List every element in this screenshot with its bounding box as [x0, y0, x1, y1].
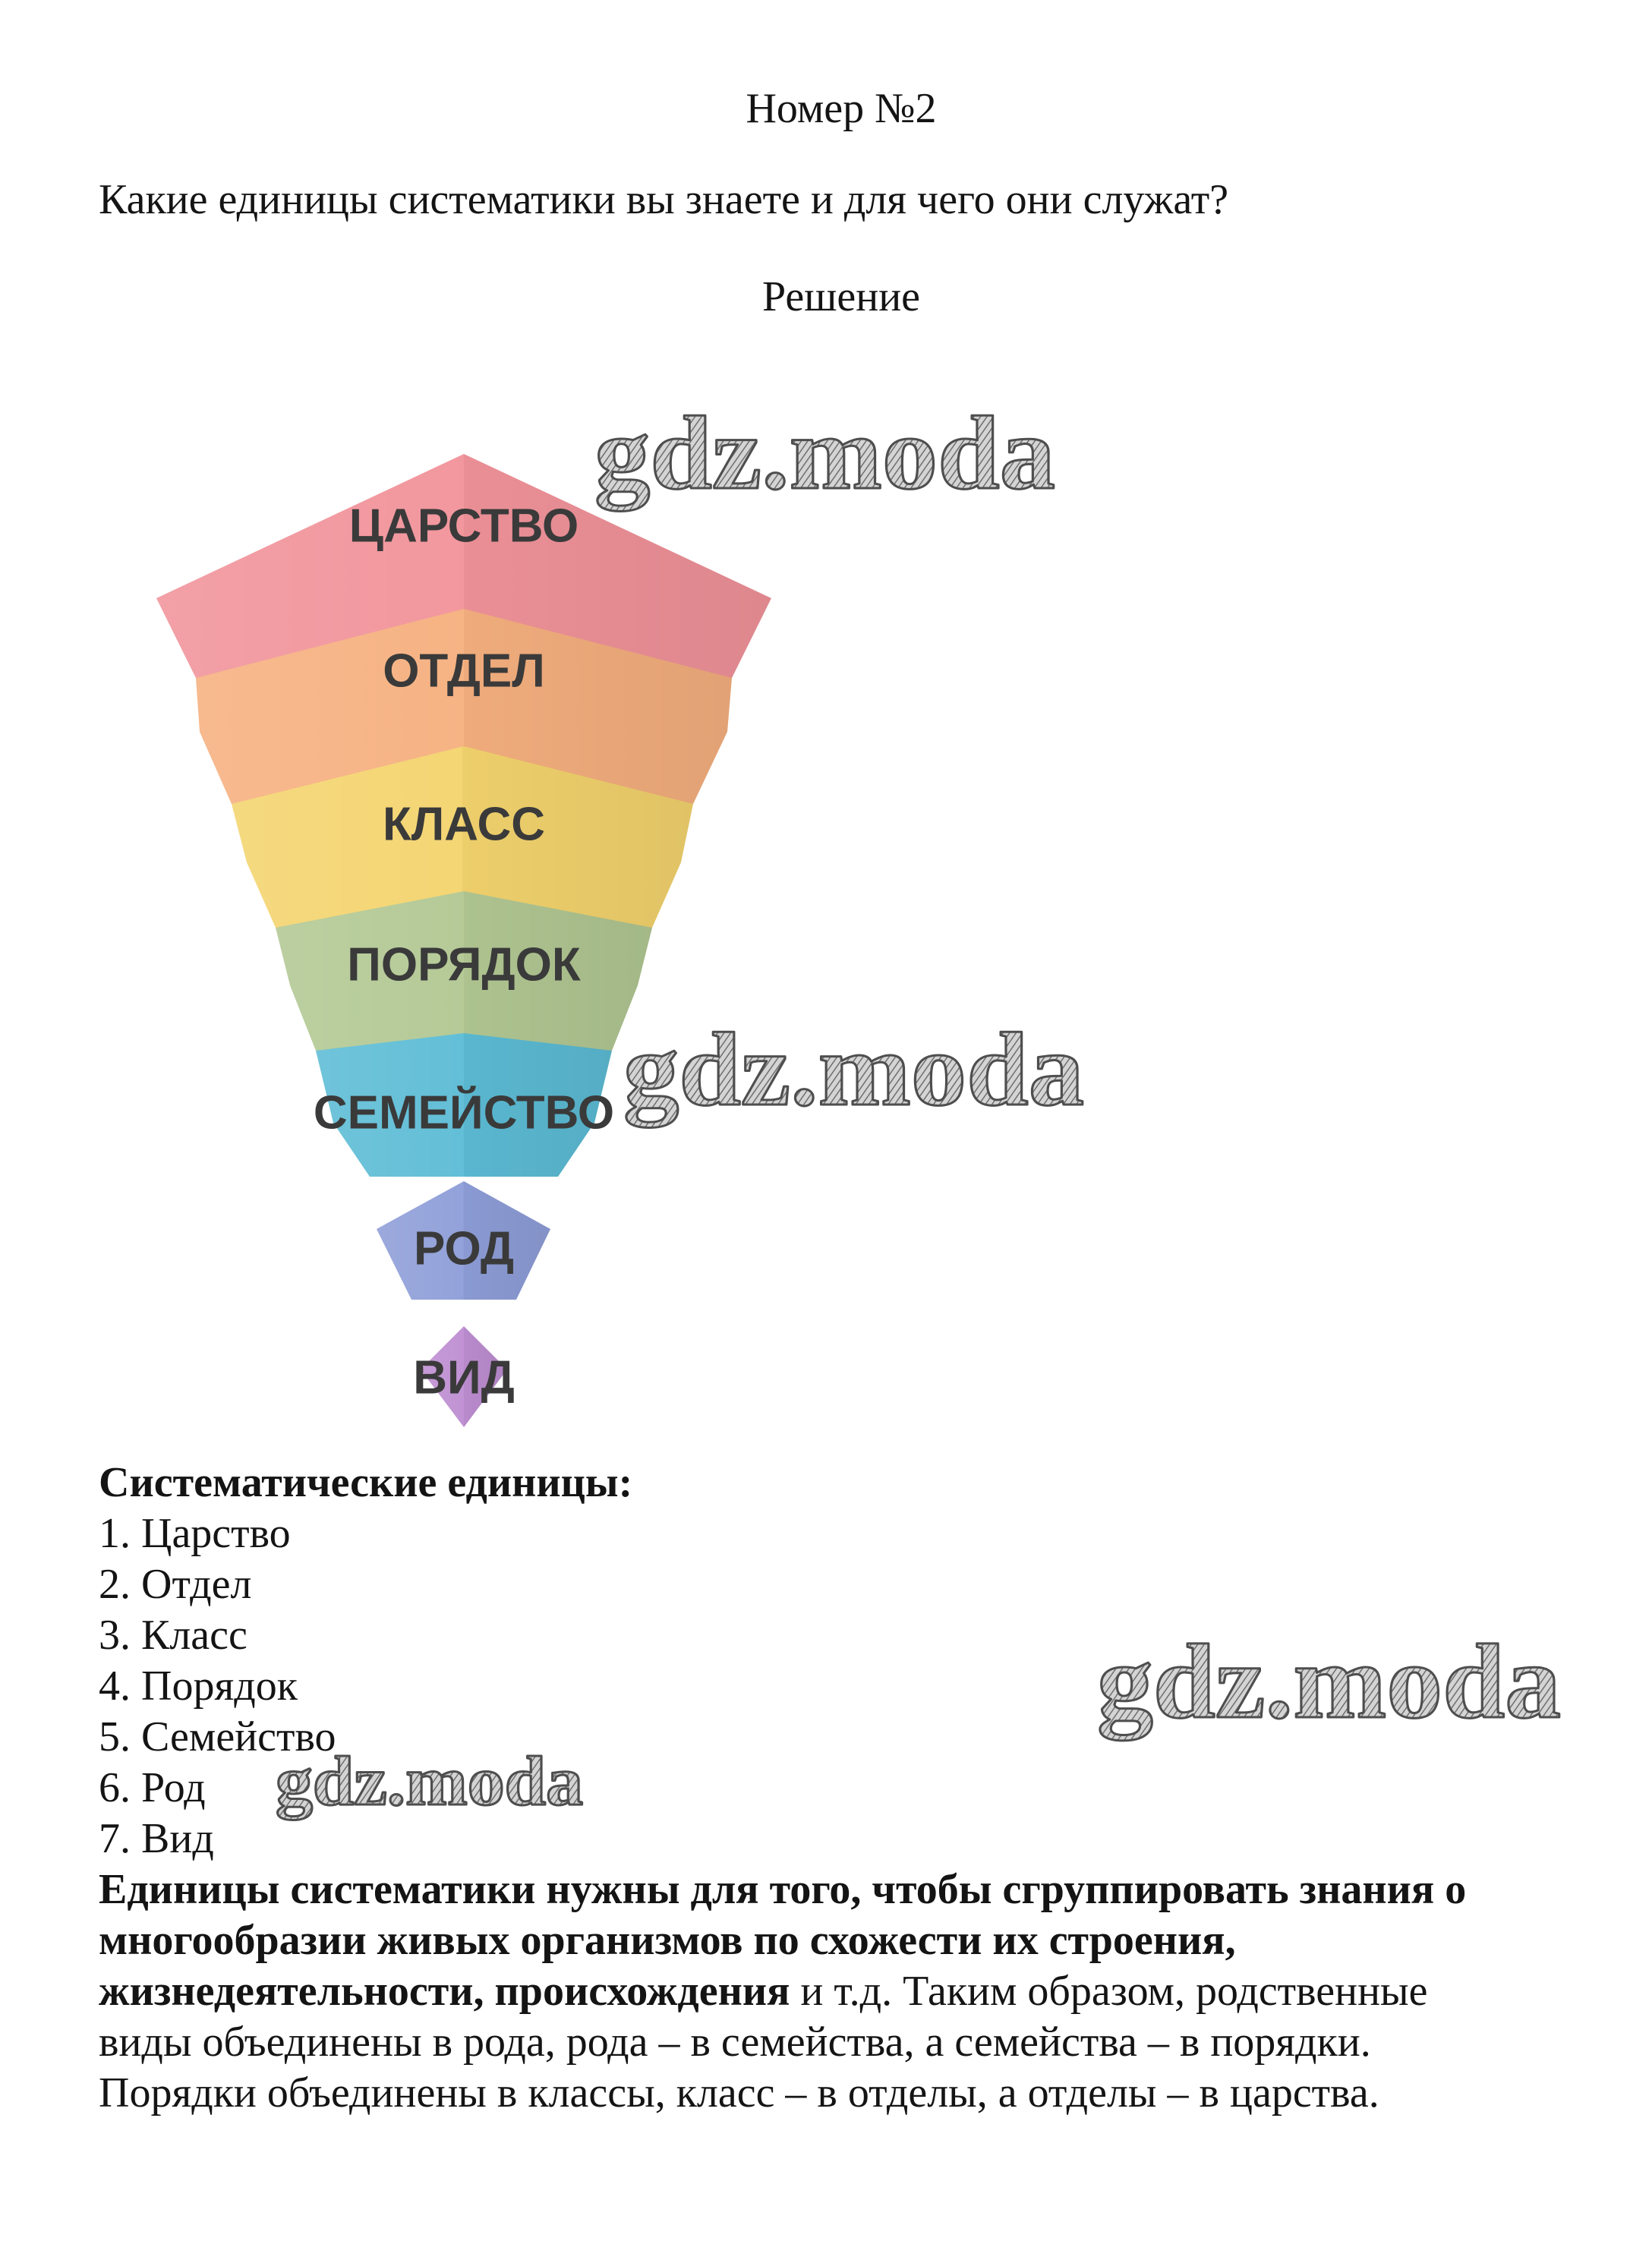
pyramid-label-family: СЕМЕЙСТВО: [313, 1086, 615, 1139]
explanation-text: Порядки объединены в классы, класс – в отделы, а отделы – в царства.: [99, 2069, 1379, 2116]
list-item: 7. Вид: [99, 1815, 214, 1862]
list-item: 3. Класс: [99, 1612, 247, 1659]
watermark-text: gdz.moda: [1097, 1623, 1561, 1741]
watermark-text: gdz.moda: [276, 1742, 583, 1820]
explanation-line: [99, 1966, 1617, 2017]
pyramid-label-order: ПОРЯДОК: [347, 938, 581, 991]
task-number: Номер №2: [746, 85, 937, 132]
list-item: 2. Отдел: [99, 1561, 252, 1608]
explanation-bold-text: жизнедеятельности, происхождения: [99, 1968, 790, 2015]
pyramid-label-division: ОТДЕЛ: [383, 645, 545, 698]
list-title: Систематические единицы:: [99, 1459, 633, 1506]
pyramid-label-species: ВИД: [413, 1351, 515, 1404]
explanation-line: [99, 1915, 1617, 1966]
watermark-text: gdz.moda: [623, 1011, 1084, 1127]
explanation-text: и т.д. Таким образом, родственные: [800, 1968, 1428, 2015]
list-item: 5. Семейство: [99, 1713, 336, 1760]
watermark-text: gdz.moda: [594, 395, 1055, 511]
explanation-line: [99, 1864, 1617, 1915]
solution-heading: Решение: [761, 273, 921, 320]
explanation-line: [99, 2068, 1617, 2119]
pyramid-label-genus: РОД: [413, 1222, 515, 1275]
explanation-text: виды объединены в рода, рода – в семейства, а семейства – в порядки.: [99, 2019, 1371, 2066]
pyramid-label-kingdom: ЦАРСТВО: [348, 500, 579, 553]
list-item: 1. Царство: [99, 1510, 291, 1557]
list-item: 6. Род: [99, 1764, 206, 1811]
explanation-line: [99, 2017, 1617, 2068]
explanation-bold-text: Единицы систематики нужны для того, чтобы сгруппировать знания о: [99, 1866, 1467, 1913]
list-item: 4. Порядок: [99, 1663, 298, 1710]
answer-section: [99, 1458, 1617, 2119]
pyramid-label-class: КЛАСС: [382, 798, 546, 851]
question-text: Какие единицы систематики вы знаете и для чего они служат?: [99, 176, 1229, 223]
explanation-bold-text: многообразии живых организмов по схожести их строения,: [99, 1917, 1236, 1964]
